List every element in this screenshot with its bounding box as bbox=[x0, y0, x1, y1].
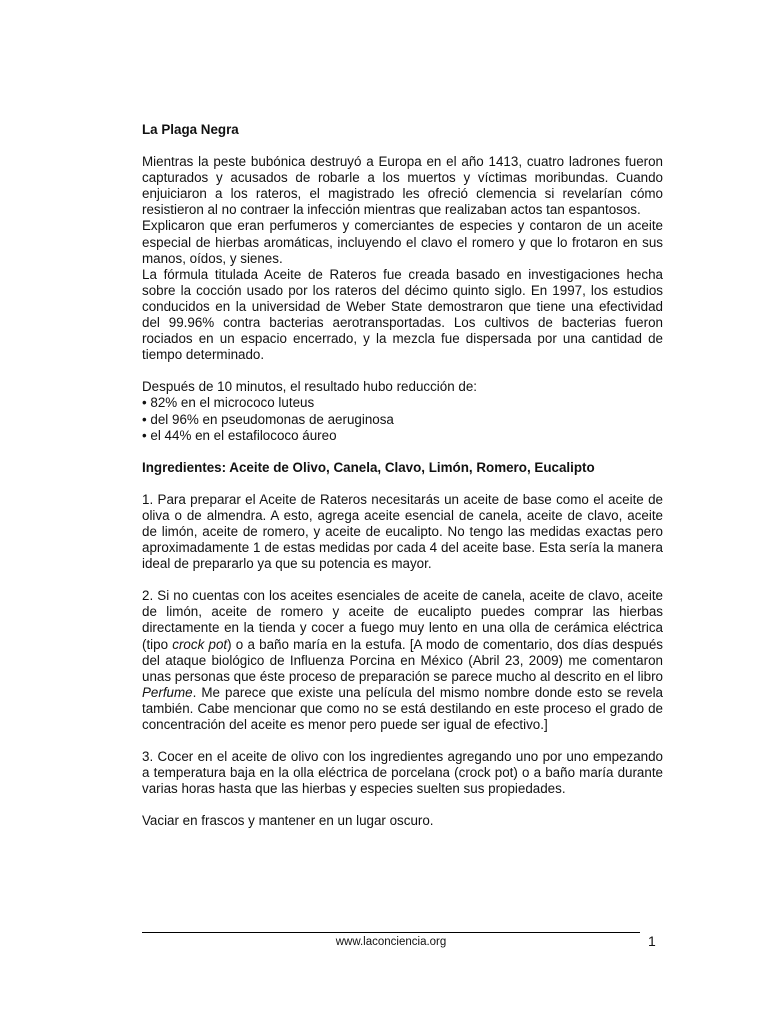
list-item: • del 96% en pseudomonas de aeruginosa bbox=[142, 411, 394, 427]
intro-paragraph-3: La fórmula titulada Aceite de Rateros fue creada basado en investigaciones hecha sobre la cocción usado por los rateros del décimo quinto siglo. En 1997, los estudios conducidos en la universidad de Weber State demostraron que tiene una efectividad del 99.96% contra bacterias aerotransportadas. Los cultivos de bacterias fueron rociados en un espacio encerrado, y la mezcla fue dispersada por una cantidad de tiempo determinado. bbox=[142, 266, 663, 363]
footer-url: www.laconciencia.org bbox=[335, 936, 447, 948]
list-item: • 82% en el micrococo luteus bbox=[142, 395, 315, 411]
step-2-italic-crock-pot: crock pot bbox=[172, 636, 228, 652]
step-1-paragraph: 1. Para preparar el Aceite de Rateros necesitarás un aceite de base como el aceite de oliva o de almendra. A esto, agrega aceite esencial de canela, aceite de clavo, aceite de limón, aceite de romero, y aceite de eucalipto. No tengo las medidas exactas pero aproximadamente 1 de estas medidas por cada 4 del aceite base. Esta sería la manera ideal de prepararlo ya que su potencia es mayor. bbox=[142, 491, 663, 572]
step-2-text: ) o a baño maría en la estufa. [A modo de comentario, dos días después del ataque biológico de Influenza Porcina en México (Abril 23, 2009) me comentaron unas personas que éste proceso de preparación se parece mucho al descrito en el libro bbox=[142, 636, 663, 684]
step-3-paragraph: 3. Cocer en el aceite de olivo con los ingredientes agregando uno por uno empezando a temperatura baja en la olla eléctrica de porcelana (crock pot) o a baño maría durante varias horas hasta que las hierbas y especies suelten sus propiedades. bbox=[142, 749, 663, 797]
step-2-paragraph bbox=[142, 588, 663, 733]
intro-paragraph-1: Mientras la peste bubónica destruyó a Europa en el año 1413, cuatro ladrones fueron capturados y acusados de robarle a los muertos y víctimas moribundas. Cuando enjuiciaron a los rateros, el magistrado les ofreció clemencia si revelarían cómo resistieron al no contraer la infección mientras que realizaban actos tan espantosos. bbox=[142, 154, 663, 218]
document-title: La Plaga Negra bbox=[142, 122, 239, 137]
list-item: • el 44% en el estafilococo áureo bbox=[142, 427, 337, 443]
closing-paragraph: Vaciar en frascos y mantener en un lugar oscuro. bbox=[142, 813, 434, 829]
ingredients-heading: Ingredientes: Aceite de Olivo, Canela, Clavo, Limón, Romero, Eucalipto bbox=[142, 459, 595, 475]
results-intro: Después de 10 minutos, el resultado hubo reducción de: bbox=[142, 379, 477, 395]
step-2-italic-perfume: Perfume bbox=[142, 684, 193, 700]
page-number: 1 bbox=[648, 933, 656, 949]
results-list bbox=[142, 395, 663, 443]
step-2-text: . Me parece que existe una película del mismo nombre donde esto se revela también. Cabe mencionar que como no se está destilando en este proceso el grado de concentración del aceite es menor pero puede ser igual de efectivo.] bbox=[142, 684, 663, 732]
step-2-text: 2. Si no cuentas con los aceites esenciales de aceite de canela, aceite de clavo, aceite de limón, aceite de romero y aceite de eucalipto puedes comprar las hierbas directamente en la tienda y cocer a fuego muy lento en una olla de cerámica eléctrica (tipo bbox=[142, 588, 663, 652]
footer-divider bbox=[142, 932, 640, 933]
intro-paragraph-2: Explicaron que eran perfumeros y comerciantes de especies y contaron de un aceite especial de hierbas aromáticas, incluyendo el clavo el romero y que lo frotaron en sus manos, oídos, y sienes. bbox=[142, 218, 663, 266]
document-body bbox=[142, 122, 663, 829]
